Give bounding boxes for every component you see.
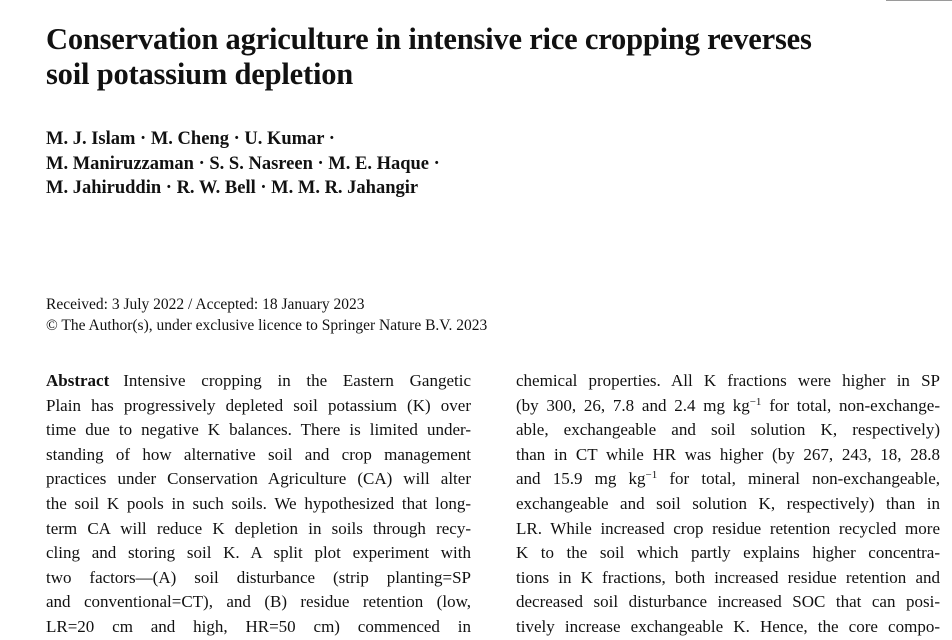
- abstract-line: decreased soil disturbance increased SOC that can posi-: [516, 592, 940, 612]
- abstract-line: two factors—(A) soil disturbance (strip planting=SP: [46, 567, 471, 587]
- author-line: M. Maniruzzaman · S. S. Nasreen · M. E. Haque ·: [46, 153, 440, 174]
- abstract-line: the soil K pools in such soils. We hypothesized that long-: [46, 493, 471, 513]
- abstract-line: term CA will reduce K depletion in soils through recy-: [46, 518, 471, 538]
- abstract-line: LR=20 cm and high, HR=50 cm) commenced in: [46, 616, 471, 636]
- abstract-heading: Abstract: [46, 371, 110, 390]
- author-line: M. J. Islam · M. Cheng · U. Kumar ·: [46, 129, 335, 149]
- unit-exponent: −1: [749, 395, 762, 408]
- abstract-text: Intensive cropping in the Eastern Gangetic: [123, 371, 471, 390]
- received-accepted-dates: Received: 3 July 2022 / Accepted: 18 January 2023: [46, 296, 365, 313]
- abstract-line: LR. While increased crop residue retention recycled more: [516, 518, 940, 538]
- publication-history: [46, 294, 487, 336]
- article-title: [46, 22, 926, 92]
- abstract-line: K to the soil which partly explains higher concentra-: [516, 543, 940, 563]
- abstract-left-column: [46, 369, 471, 640]
- abstract-line: [46, 369, 471, 394]
- author-list: [46, 127, 440, 201]
- abstract-text: for total, non-exchange-: [761, 395, 940, 415]
- abstract-line: exchangeable and soil solution K, respectively) than in: [516, 493, 940, 513]
- copyright-notice: © The Author(s), under exclusive licence to Springer Nature B.V. 2023: [46, 317, 488, 334]
- abstract-line: standing of how alternative soil and crop management: [46, 444, 471, 464]
- abstract-line: cling and storing soil K. A split plot experiment with: [46, 543, 471, 563]
- abstract-line: [516, 467, 940, 492]
- abstract-line: able, exchangeable and soil solution K, respectively): [516, 420, 940, 440]
- abstract-text: for total, mineral non-exchangeable,: [657, 469, 940, 489]
- abstract-line: than in CT while HR was higher (by 267, 243, 18, 28.8: [516, 444, 940, 464]
- abstract-text: and 15.9 mg kg: [516, 469, 646, 489]
- abstract-text: (by 300, 26, 7.8 and 2.4 mg kg: [516, 395, 750, 415]
- abstract-line: tively increase exchangeable K. Hence, the core compo-: [516, 616, 940, 636]
- abstract-line: [516, 394, 940, 419]
- title-line: Conservation agriculture in intensive rice cropping reverses: [46, 22, 812, 56]
- abstract-line: Plain has progressively depleted soil potassium (K) over: [46, 395, 471, 415]
- abstract-right-column: [516, 369, 940, 640]
- abstract-line: practices under Conservation Agriculture (CA) will alter: [46, 469, 471, 489]
- page-corner-rule: [886, 0, 952, 1]
- author-line: M. Jahiruddin · R. W. Bell · M. M. R. Jahangir: [46, 178, 419, 198]
- title-line: soil potassium depletion: [46, 57, 354, 91]
- abstract-line: time due to negative K balances. There is limited under-: [46, 420, 471, 440]
- unit-exponent: −1: [645, 469, 658, 482]
- abstract-line: and conventional=CT), and (B) residue retention (low,: [46, 592, 471, 612]
- abstract-line: tions in K fractions, both increased residue retention and: [516, 567, 940, 587]
- abstract-line: chemical properties. All K fractions were higher in SP: [516, 371, 940, 390]
